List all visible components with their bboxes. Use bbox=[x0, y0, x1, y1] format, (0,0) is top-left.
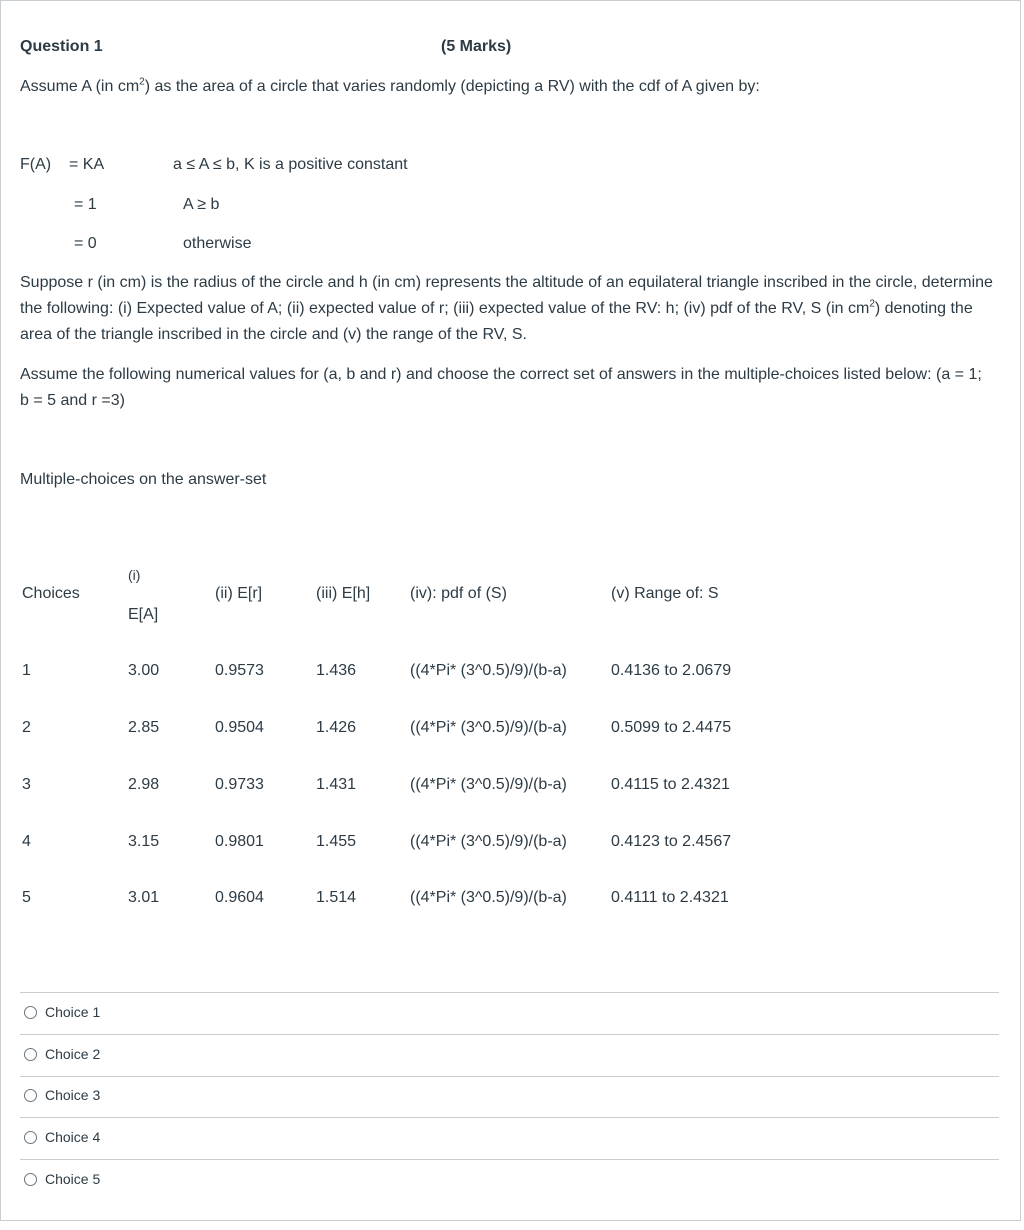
table-row-1-range: 0.4136 to 2.0679 bbox=[611, 662, 732, 679]
table-row-4-er: 0.9801 bbox=[215, 833, 264, 850]
table-row-3-ea: 2.98 bbox=[128, 776, 160, 793]
header-er: (ii) E[r] bbox=[215, 585, 263, 602]
question-marks: (5 Marks) bbox=[441, 38, 512, 55]
header-range: (v) Range of: S bbox=[611, 585, 719, 602]
option-divider bbox=[20, 992, 999, 993]
table-row-5-range: 0.4111 to 2.4321 bbox=[611, 889, 729, 906]
table-row-4-pdf: ((4*Pi* (3^0.5)/9)/(b-a) bbox=[410, 833, 567, 850]
cdf-label: F(A) bbox=[20, 156, 52, 173]
table-row-1-eh: 1.436 bbox=[316, 662, 357, 679]
table-row-3-range: 0.4115 to 2.4321 bbox=[611, 776, 730, 793]
table-row-4-range: 0.4123 to 2.4567 bbox=[611, 833, 732, 850]
answer-option-1[interactable] bbox=[24, 1002, 100, 1022]
table-row-5-choice: 5 bbox=[22, 889, 31, 906]
option-divider bbox=[20, 1034, 999, 1035]
header-ea-top: (i) bbox=[128, 567, 141, 583]
option-divider bbox=[20, 1159, 999, 1160]
table-row-3-eh: 1.431 bbox=[316, 776, 357, 793]
table-row-1-choice: 1 bbox=[22, 662, 31, 679]
table-row-2-pdf: ((4*Pi* (3^0.5)/9)/(b-a) bbox=[410, 719, 567, 736]
cdf-expr-1: = KA bbox=[69, 156, 105, 173]
numerical-values: Assume the following numerical values for (a, b and r) and choose the correct set of answers in the multiple-choices listed below: (a = 1; b = 5 and r =3) bbox=[20, 366, 982, 409]
header-eh: (iii) E[h] bbox=[316, 585, 371, 602]
radio-button-icon[interactable] bbox=[24, 1131, 37, 1144]
multiple-choice-heading: Multiple-choices on the answer-set bbox=[20, 471, 267, 488]
answer-option-label: Choice 1 bbox=[45, 1004, 101, 1020]
table-row-2-choice: 2 bbox=[22, 719, 31, 736]
problem-statement: Suppose r (in cm) is the radius of the circle and h (in cm) represents the altitude of an equilateral triangle inscribed in the circle, determine the following: (i) Expected value of A; (ii) expected value of r; (iii) expected value of the RV: h; (iv) pdf of the RV, S (in $cm^2$) denoting the area of the triangle inscribed in the circle and (v) the range of the RV, S. bbox=[20, 274, 993, 343]
question-title: Question 1 bbox=[20, 38, 103, 55]
cdf-expr-2: = 1 bbox=[74, 196, 97, 213]
table-row-5-eh: 1.514 bbox=[316, 889, 357, 906]
answer-option-label: Choice 4 bbox=[45, 1129, 101, 1145]
radio-button-icon[interactable] bbox=[24, 1048, 37, 1061]
header-pdf: (iv): pdf of (S) bbox=[410, 585, 507, 602]
option-divider bbox=[20, 1117, 999, 1118]
answer-option-5[interactable] bbox=[24, 1169, 100, 1189]
radio-button-icon[interactable] bbox=[24, 1006, 37, 1019]
answer-option-3[interactable] bbox=[24, 1085, 100, 1105]
cdf-cond-2: A ≥ b bbox=[183, 196, 220, 213]
cdf-cond-1: a ≤ A ≤ b, K is a positive constant bbox=[173, 156, 408, 173]
radio-button-icon[interactable] bbox=[24, 1089, 37, 1102]
table-row-2-range: 0.5099 to 2.4475 bbox=[611, 719, 732, 736]
answer-option-4[interactable] bbox=[24, 1127, 100, 1147]
table-row-4-choice: 4 bbox=[22, 833, 31, 850]
table-row-5-pdf: ((4*Pi* (3^0.5)/9)/(b-a) bbox=[410, 889, 567, 906]
table-row-1-pdf: ((4*Pi* (3^0.5)/9)/(b-a) bbox=[410, 662, 567, 679]
header-ea-bottom: E[A] bbox=[128, 606, 159, 623]
table-row-5-er: 0.9604 bbox=[215, 889, 264, 906]
table-row-1-ea: 3.00 bbox=[128, 662, 160, 679]
cdf-cond-3: otherwise bbox=[183, 235, 252, 252]
table-row-2-ea: 2.85 bbox=[128, 719, 160, 736]
header-choices: Choices bbox=[22, 585, 80, 602]
table-row-4-ea: 3.15 bbox=[128, 833, 160, 850]
table-row-5-ea: 3.01 bbox=[128, 889, 160, 906]
question-intro: Assume A (in $cm^2$) as the area of a circle that varies randomly (depicting a RV) with the cdf of A given by: bbox=[20, 76, 760, 95]
table-row-3-choice: 3 bbox=[22, 776, 31, 793]
table-row-3-pdf: ((4*Pi* (3^0.5)/9)/(b-a) bbox=[410, 776, 567, 793]
table-row-2-er: 0.9504 bbox=[215, 719, 264, 736]
table-row-2-eh: 1.426 bbox=[316, 719, 357, 736]
cdf-expr-3: = 0 bbox=[74, 235, 97, 252]
answer-option-2[interactable] bbox=[24, 1044, 100, 1064]
option-divider bbox=[20, 1076, 999, 1077]
radio-button-icon[interactable] bbox=[24, 1173, 37, 1186]
table-row-4-eh: 1.455 bbox=[316, 833, 357, 850]
answer-option-label: Choice 2 bbox=[45, 1046, 101, 1062]
answer-option-label: Choice 5 bbox=[45, 1171, 101, 1187]
answer-option-label: Choice 3 bbox=[45, 1087, 101, 1103]
table-row-3-er: 0.9733 bbox=[215, 776, 264, 793]
table-row-1-er: 0.9573 bbox=[215, 662, 264, 679]
